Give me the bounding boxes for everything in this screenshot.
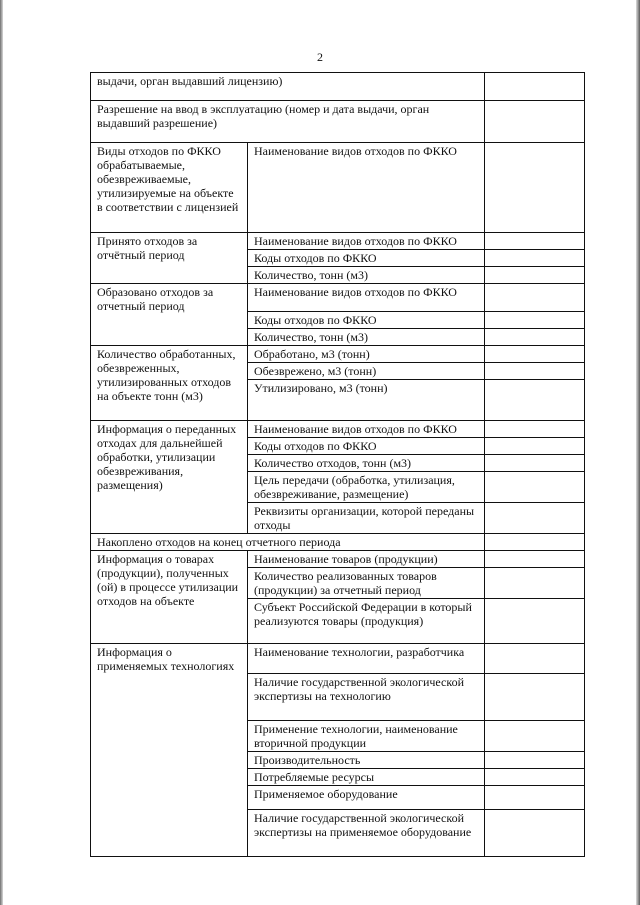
sub-item-label: Наличие государственной экологической экспертизы на технологию [248, 674, 485, 721]
sub-item-label: Обезврежено, м3 (тонн) [248, 363, 485, 380]
sub-item-label: Количество реализованных товаров (продукции) за отчетный период [248, 568, 485, 599]
value-cell[interactable] [485, 267, 585, 284]
table-row [91, 143, 585, 233]
sub-item-label: Количество, тонн (м3) [248, 267, 485, 284]
value-cell[interactable] [485, 312, 585, 329]
value-cell[interactable] [485, 568, 585, 599]
section-label: Виды отходов по ФККО обрабатываемые, обезвреживаемые, утилизируемые на объекте в соответствии с лицензией [91, 143, 248, 233]
section-label: Принято отходов за отчётный период [91, 233, 248, 284]
sub-item-label: Наименование технологии, разработчика [248, 644, 485, 674]
value-cell[interactable] [485, 438, 585, 455]
value-cell[interactable] [485, 551, 585, 568]
value-cell[interactable] [485, 599, 585, 644]
sub-item-label: Утилизировано, м3 (тонн) [248, 380, 485, 421]
value-cell[interactable] [485, 346, 585, 363]
sub-item-label: Субъект Российской Федерации в который реализуются товары (продукция) [248, 599, 485, 644]
sub-item-label: Применяемое оборудование [248, 786, 485, 810]
sub-item-label: Применение технологии, наименование вторичной продукции [248, 721, 485, 752]
table-row [91, 534, 585, 551]
section-label: Количество обработанных, обезвреженных, утилизированных отходов на объекте тонн (м3) [91, 346, 248, 421]
sub-item-label: Производительность [248, 752, 485, 769]
section-label: Информация о переданных отходах для дальнейшей обработки, утилизации обезвреживания, размещения) [91, 421, 248, 534]
table-row [91, 644, 585, 674]
scan-edge-right [636, 0, 640, 905]
table-row [91, 284, 585, 312]
section-label: Информация о применяемых технологиях [91, 644, 248, 857]
sub-item-label: Коды отходов по ФККО [248, 438, 485, 455]
value-cell[interactable] [485, 752, 585, 769]
sub-item-label: Потребляемые ресурсы [248, 769, 485, 786]
value-cell[interactable] [485, 380, 585, 421]
table-row [91, 233, 585, 250]
value-cell[interactable] [485, 786, 585, 810]
sub-item-label: Количество отходов, тонн (м3) [248, 455, 485, 472]
sub-item-label: Наличие государственной экологической экспертизы на применяемое оборудование [248, 810, 485, 857]
value-cell[interactable] [485, 250, 585, 267]
sub-item-label: Цель передачи (обработка, утилизация, обезвреживание, размещение) [248, 472, 485, 503]
table-row [91, 346, 585, 363]
value-cell[interactable] [485, 73, 585, 101]
page-number: 2 [317, 50, 323, 64]
row-label: Накоплено отходов на конец отчетного периода [91, 534, 485, 551]
value-cell[interactable] [485, 534, 585, 551]
sub-item-label: Коды отходов по ФККО [248, 250, 485, 267]
sub-item-label: Реквизиты организации, которой переданы отходы [248, 503, 485, 534]
table-row [91, 73, 585, 101]
table-row [91, 551, 585, 568]
value-cell[interactable] [485, 674, 585, 721]
sub-item-label: Наименование видов отходов по ФККО [248, 284, 485, 312]
value-cell[interactable] [485, 810, 585, 857]
section-label: Образовано отходов за отчетный период [91, 284, 248, 346]
report-form-table [90, 72, 585, 857]
table-row [91, 101, 585, 143]
value-cell[interactable] [485, 329, 585, 346]
sub-item-label: Коды отходов по ФККО [248, 312, 485, 329]
sub-item-label: Обработано, м3 (тонн) [248, 346, 485, 363]
section-label: Информация о товарах (продукции), полученных (ой) в процессе утилизации отходов на объекте [91, 551, 248, 644]
row-label: выдачи, орган выдавший лицензию) [91, 73, 485, 101]
value-cell[interactable] [485, 769, 585, 786]
sub-item-label: Количество, тонн (м3) [248, 329, 485, 346]
row-label: Разрешение на ввод в эксплуатацию (номер и дата выдачи, орган выдавший разрешение) [91, 101, 485, 143]
sub-item-label: Наименование видов отходов по ФККО [248, 421, 485, 438]
value-cell[interactable] [485, 503, 585, 534]
value-cell[interactable] [485, 455, 585, 472]
value-cell[interactable] [485, 721, 585, 752]
sub-item-label: Наименование видов отходов по ФККО [248, 143, 485, 233]
value-cell[interactable] [485, 101, 585, 143]
sub-item-label: Наименование видов отходов по ФККО [248, 233, 485, 250]
value-cell[interactable] [485, 143, 585, 233]
sub-item-label: Наименование товаров (продукции) [248, 551, 485, 568]
value-cell[interactable] [485, 421, 585, 438]
value-cell[interactable] [485, 363, 585, 380]
table-row [91, 421, 585, 438]
value-cell[interactable] [485, 233, 585, 250]
value-cell[interactable] [485, 472, 585, 503]
scan-edge-left [0, 0, 3, 905]
value-cell[interactable] [485, 284, 585, 312]
value-cell[interactable] [485, 644, 585, 674]
